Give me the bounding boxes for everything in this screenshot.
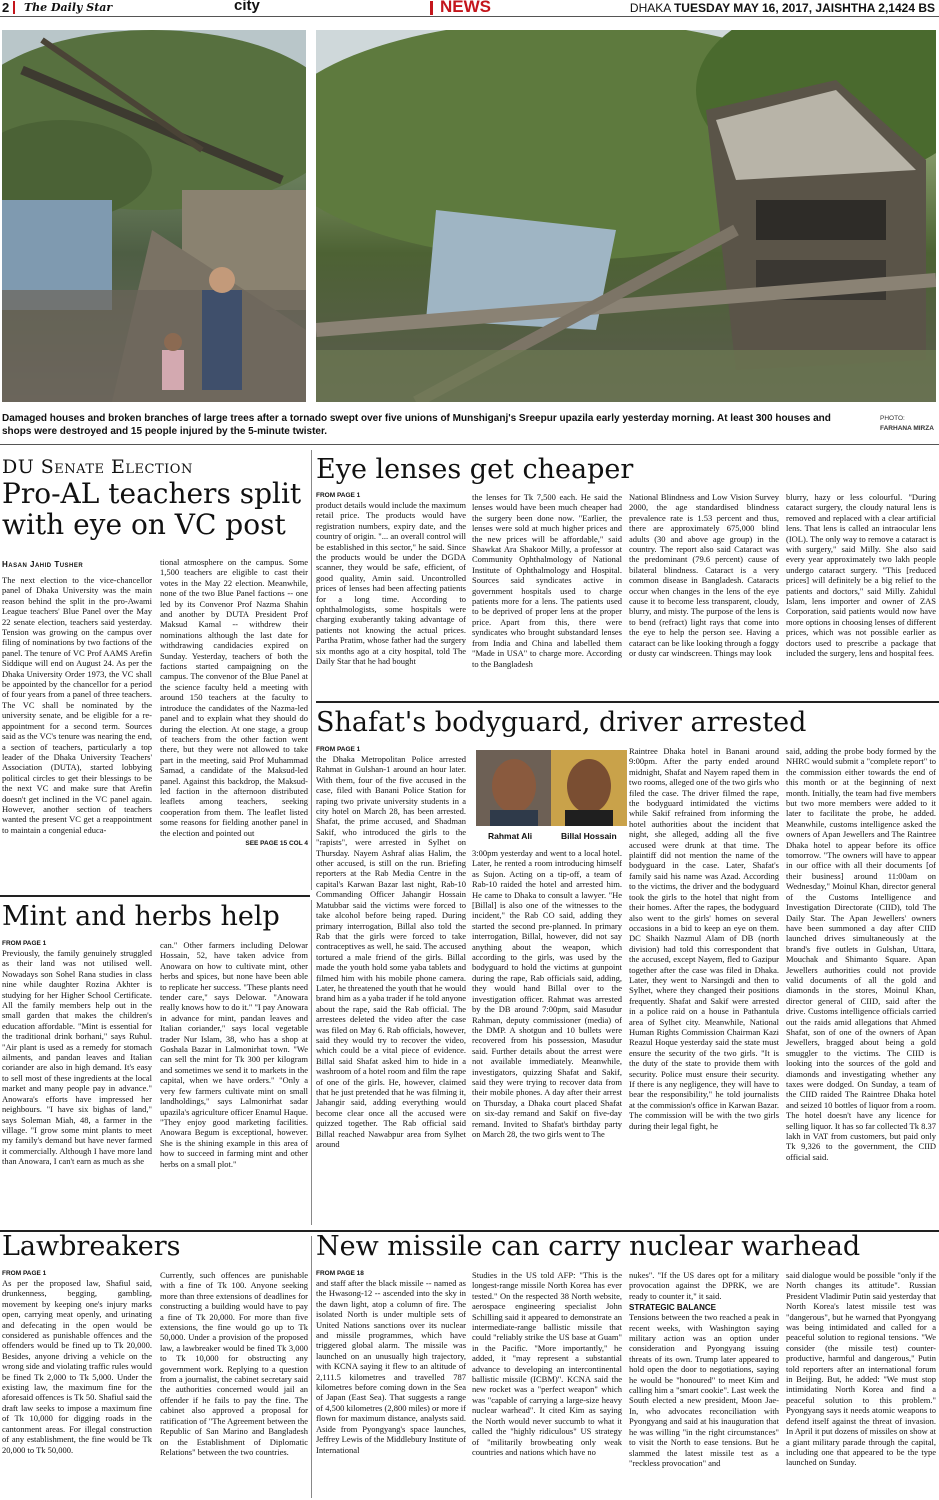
headline: New missile can carry nuclear warhead (316, 1231, 861, 1262)
article-column: 3:00pm yesterday and went to a local hotel. Later, he rented a room introducing himself as Sujon. Acting on a tip-off, a team of Rab-10 raided the hotel and arrested him. He came to Dhaka to consult a lawyer. "He [Billal] is also one of the witnesses to the incident," the Rab CO said, adding they started the second pre-planned. In primary interrogation, Billal, however, did not say anything about the weapon, which according to the girls, was used by the bodyguard to hold the victims at gunpoint during the rape, Rab officials said, adding, they would hand Billal over to the investigation officer. Rahmat was arrested by the DB around 7:00pm, said Masudur Rahman, deputy commissioner (media) of the DMP. A shotgun and 10 bullets were recovered from his possession, Masudur said. Further details about the arrest were not available immediately. Meanwhile, investigators, quizzing Shafat and Sakif, said they were trying to recover data from their mobile phones. A day after their arrest on Thursday, a Dhaka court placed Shafat on six-day remand and Sakif on five-day remand. Invited to Shafat's birthday party on March 28, the two girls went to The (472, 848, 622, 1139)
byline: Hasan Jahid Tusher (2, 560, 84, 569)
article-column: tional atmosphere on the campus. Some 1,500 teachers are eligible to cast their votes in the May 22 election. Meanwhile, none of the two Blue Panel factions -- one led by its Convenor Prof Nazma Shahin and another by DUTA President Prof Maksud Kamal -- withdrew their nominations although the last date for withdrawing candidacies expired on Sunday. Yesterday, teachers of both the factions started campaigning on the campus. The convenor of the Blue Panel at the science faculty held a meeting with around 150 teachers at the faculty to introduce the candidates of the Nazma-led panel and to explain what they should do during the election. At one stage, a group of teachers from the other faction went there, but they were not allowed to take part in the meeting, said Prof Muhammad Samad, a candidate of the Maksud-led panel. Against this backdrop, the Maksud-led faction in the afternoon distributed leaflets among teachers, seeking cooperation from them. The leaflet listed some reasons for fielding another panel in the election and pointed out SEE PAGE 15 COL 4 (160, 557, 308, 847)
issue-date: DHAKA TUESDAY MAY 16, 2017, JAISHTHA 2,1424 BS (629, 1, 935, 15)
article-column: Studies in the US told AFP: "This is the longest-range missile North Korea has ever tested." On the respected 38 North website, aerospace engineering specialist John Schilling said it appeared to demonstrate an intermediate-range ballistic missile that could "reliably strike the US base at Guam" in the Pacific. "More importantly," he added, it "may represent a substantial advance to developing an intercontinental ballistic missile (ICBM)". KCNA said the new rocket was a "perfect weapon" which was "capable of carrying a large-size heavy nuclear warhead". It cited Kim as saying the North would never succumb to what it called the "highly ridiculous" US strategy of "militarily browbeating only weak countries and nations which have no (472, 1270, 622, 1457)
article-column: said, adding the probe body formed by the NHRC would submit a "complete report" to the commission either towards the end of this month or at the beginning of next month. Initially, the team had five members but two more members were added to it later to facilitate the probe, he added. Meanwhile, customs intelligence asked the owners of Apan Jewellers and The Raintree Dhaka hotel to appear before its office tomorrow. "The owners will have to appear in our office with all their documents [of their business] around 11:00am on Wednesday," Moinul Khan, director general of the Customs Intelligence and Investigation Directorate (CIID), told The Daily Star. The Apan Jewellers' owners have been summoned a day after CIID launched drives simultaneously at the brand's five outlets in Gulshan, Uttara, Mouchak and Shimanto Square. Apan Jewellers authorities could not provide valid documents of all the gold and diamonds in the stores, Moinul Khan, director general of CIID, said after the drive. Customs intelligence officials carried out the raids amid allegations that Ahmed Shafat, son of one of the owners of Apan Jewellers, bragged about being a gold smuggler to the victims. The CIID is looking into the sources of the gold and diamonds and investigating whether any taxes were dodged. On Sunday, a team of the CIID raided The Raintree Dhaka hotel and seized 10 bottles of liquor from a room. The hotel doesn't have any licence for selling liquor. It has so far collected Tk 8.37 lakh in VAT from customers, but paid only Tk 9,326 to the government, the CIID official said. (786, 746, 936, 1162)
continued-label: SEE PAGE 15 COL 4 (245, 839, 308, 847)
divider (316, 701, 939, 703)
article-column: blurry, hazy or less colourful. "During cataract surgery, the cloudy natural lens is removed and replaced with a clear artificial lens. That lens is called an intraocular lens (IOL). The only way to remove a cataract is with surgery," said Milly. She also said every year approximately two lakh people undergo cataract surgery. "This [reduced prices] will definitely be a big relief to the patients and doctors," said Milly. Zahidul Islam, lens importer and owner of ZAS Corporation, said patients would now have more options in choosing lenses of different prices, which was not possible earlier as doctors used to prescribe a package that included the surgery, lens and hospital fees. (786, 492, 936, 659)
column-divider (311, 900, 312, 1225)
photo-caption: Damaged houses and broken branches of large trees after a tornado swept over five unions of Munshiganj's Sreepur upazila early yesterday morning. At least 300 houses and shops were destroyed and 15 people injured by the 5-minute twister. (2, 413, 831, 437)
divider (0, 895, 310, 897)
suspect-photo (551, 750, 627, 826)
article-column: FROM PAGE 1 the Dhaka Metropolitan Police arrested Rahmat in Gulshan-1 around an hour later. With them, four of the five accused in the case, filed with Banani Police Station for raping two private university students in a city hotel on March 28, has been arrested. Shafat, the prime accused, and Shadman Sakif, who introduced the girls to the "rapists", were arrested in Sylhet on Thursday. Nayem Ashraf alias Halim, the other accused, is still on the run. Briefing reporters at the Rab Media Centre in the capital's Karwan Bazar last night, Rab-10 Commanding Officer Jahangir Hossain Matubbar said the victims were forced to take alcohol before being raped. During primary interrogation, Billal also told the Rab that the girls were forced to take contraceptives as well, he said. The accused tortured a male friend of the girls. Billal made the youth hold some yaba tablets and filmed him with his mobile phone camera. Later, he threatened the youth that he would brand him as a yaba trader if he told anyone about the rape, said the Rab official. The arrestees deleted the video after the case was filed on May 6. Rab officials, however, said they would try to recover the video, which could be a vital piece of evidence. Billal said Shafat asked him to hide in a washroom of a hotel room and film the rape of one of the girls. He, however, claimed that he just pretended that he was filming it, Jahangir said, adding everything would become clear once all the accused were quizzed together. The Rab official said Billal reached Nawabpur area from Sylhet around (316, 746, 466, 1150)
article-column: Raintree Dhaka hotel in Banani around 9:00pm. After the party ended around midnight, Shafat and Nayem raped them in two rooms, alleged one of the two girls who filed the case. The driver filmed the rape, the bodyguard intimidated the victims while Sakif refrained from informing the hotel authorities about the incident that night, she alleged, adding all the five accused were drunk at that time. The plaintiff did not mention the name of the bodyguard in the case. Later, Shafat's family said his name was Azad. According to the victims, the driver and the bodyguard took the girls to the hotel that night from their homes. After the rapes, the bodyguard also went to the girls' homes on several occasions in a bid to keep an eye on them. DC Shaikh Nazmul Alam of DB (north division) had told this correspondent that the accused, except Nayem, fled to Gazipur together after the case was filed in Dhaka. Later, they went to Narsingdi and then to Sylhet, where they changed their positions frequently. Shafat and Sakif were arrested in a police raid on a house in Pathantula area of Sylhet city. Meanwhile, National Human Rights Commission Chairman Kazi Reazul Hoque yesterday said the state must ensure the security of the two girls. "It is the duty of the state to provide them with security. Police must ensure their security. If there is any negligence, they will have to bear the responsibility," he told journalists at the commission's office in Karwan Bazar. The commission will be with the two girls during their legal fight, he (629, 746, 779, 1131)
suspect-name: Rahmat Ali (488, 831, 533, 841)
article-column: Currently, such offences are punishable with a fine of Tk 100. Anyone seeking more than three extensions of deadlines for constructing a building would have to pay a fine of Tk 20,000. For more than five extensions, the fine would go up to Tk 50,000. Under a provision of the proposed law, a lawbreaker would be fined Tk 3,000 to Tk 10,000 for obstructing any government work. Replying to a question from a journalist, the cabinet secretary said the authorities concerned would jail an offender if he fails to pay the fine. The cabinet also approved a proposal for ratification of "The Agreement between the Republic of San Marino and Bangladesh on the Establishment of Diplomatic Relations" between the two countries. (160, 1270, 308, 1457)
red-divider (430, 1, 433, 15)
article-column: FROM PAGE 1 Previously, the family genuinely struggled as their land was not utilised well. Nowadays son Sohel Rana studies in class nine while daughter Rozina Akhter is studying for her Higher School Certificate. All the family members help out in the small garden that makes the children's education affordable. "Mint is essential for the traditional drink borhani," says Ruhul. "Air plant is used as a remedy for stomach ailments, and pandan leaves and Italian coriander are also in high demand. It's easy to sell most of these ingredients at the local market and many people pay in advance." Anowara's efforts have impressed her neighbours. "I have six bighas of land," says Soleman Miah, 48, a farmer in the village. "I grow some mint plants to meet my family's demand but have never farmed it commercially. Although I have more land than Anowara, I can't earn as much as she (2, 940, 152, 1167)
column-divider (311, 450, 312, 890)
newspaper-logo: The Daily Star (24, 1, 113, 14)
headline: Pro-AL teachers split with eye on VC post (2, 477, 302, 542)
category-name: NEWS (440, 0, 491, 16)
subheading: STRATEGIC BALANCE (629, 1303, 716, 1313)
article-column: National Blindness and Low Vision Survey 2000, the age standardised blindness prevalence rate is 1.53 percent and thus, there are approximately 675,000 blind adults (30 and above age group) in the country. The report also said Cataract was the predominant (79.6 percent) cause of bilateral blindness. Cataract is a very common disease in Bangladesh. Cataracts occur when changes in the lens of the eye cause it to become less transparent, cloudy, blurry, and misty. The purpose of the lens is to bend (refract) light rays that come into the eye to help the person see. Having a cataract can be like looking through a foggy or dusty car windscreen. Things may look (629, 492, 779, 659)
divider (0, 444, 939, 445)
article-column: FROM PAGE 18 and staff after the black missile -- named as the Hwasong-12 -- ascended into the sky in the dawn light, atop a column of fire. The isolated North is under multiple sets of United Nations sanctions over its nuclear and missile programmes, which have triggered global alarm. The missile was launched on an unusually high trajectory, with KCNA saying it flew to an altitude of 2,111.5 kilometres and travelled 787 kilometres before coming down in the Sea of Japan (East Sea). That suggests a range of 4,500 kilometres (2,800 miles) or more if flown for maximum distance, analysts said. Aside from Pyongyang's space launches, Jeffrey Lewis of the Middlebury Institute of International (316, 1270, 466, 1455)
article-column: said dialogue would be possible "only if the North changes its attitude". Russian President Vladimir Putin said yesterday that North Korea's latest missile test was "dangerous", but he warned that Pyongyang was being intimidated and called for a peaceful solution to regional tensions. "We consider (the missile test) counter-productive, harmful and dangerous," Putin told reporters after an international forum in Beijing. But, he added: "We must stop intimidating North Korea and find a peaceful solution to this problem." Pyongyang says it needs atomic weapons to defend itself against the threat of invasion. In April it put dozens of missiles on show at a giant military parade through the capital, including one that appeared to be the type launched on Sunday. (786, 1270, 936, 1468)
headline: Shafat's bodyguard, driver arrested (316, 707, 807, 738)
article-column: FROM PAGE 1 As per the proposed law, Shafiul said, drunkenness, begging, gambling, movement by keeping one's injury marks open, carrying meat openly, and urinating and defecating in the open would be considered as punishable offences and the offenders would be fined up to Tk 20,000. Besides, anyone driving a vehicle on the wrong side and violating traffic rules would be fined Tk 2,000 to Tk 5,000. Under the existing law, the maximum fine for the aforesaid offences is Tk 50. Shafiul said the draft law seeks to impose a maximum fine of Tk 10,000 for digging roads in the cantonment areas. For illegal construction of any establishment, the fine would be Tk 20,000 to Tk 50,000. (2, 1270, 152, 1455)
section-name: city (234, 0, 260, 14)
article-kicker: DU Senate Election (2, 456, 193, 478)
photo-credit: PHOTO: FARHANA MIRZA (880, 415, 934, 432)
headline: Eye lenses get cheaper (316, 454, 634, 485)
column-divider (311, 1236, 312, 1498)
article-column: nukes". "If the US dares opt for a military provocation against the DPRK, we are ready to counter it," it said. STRATEGIC BALANCE Tensions between the two reached a peak in recent weeks, with Washington saying military action was an option under consideration and Pyongyang issuing threats of its own. Trump later appeared to hold open the door to negotiations, saying he would be "honoured" to meet Kim and calling him a "smart cookie". Last week the South elected a new president, Moon Jae-In, who advocates reconciliation with Pyongyang and said at his inauguration that he was willing "in the right circumstances" to visit the North to ease tensions. But he slammed the latest missile test as a "reckless provocation" and (629, 1270, 779, 1468)
headline: Mint and herbs help (2, 901, 280, 932)
red-divider (13, 1, 15, 14)
article-column: FROM PAGE 1 product details would include the maximum retail price. The products would have registration numbers, expiry date, and the country of origin. "... an overall control will be established in this sector," he said. Since the products would be under the DGDA scanner, they would be safe, efficient, of good quality, Amin said. Uncontrolled prices of lenses had been affecting patients for a long time. According to ophthalmologists, some hospitals were charging exuberantly taking advantage of patients not knowing the actual prices. Partha Pratim, whose father had the surgery six months ago at a city hospital, told The Daily Star that he had bought (316, 492, 466, 667)
article-column: the lenses for Tk 7,500 each. He said the lenses would have been much cheaper had the surgery been done now. "Earlier, the lenses were sold at much higher prices and the new prices will be affordable," said Shawkat Ara Shakoor Milly, a professor at Community Ophthalmology of National Institute of Ophthalmology and Hospital. Sources said syndicates active in government hospitals used to charge patients more for a lens. The patients used to be deprived of proper lens at the proper price. Apart from this, there were syndicates who brought substandard lenses from India and China and labelled them "Made in USA" to charge more. According to the Bangladesh (472, 492, 622, 669)
suspect-name: Billal Hossain (561, 831, 617, 841)
page-number: 2 (2, 0, 10, 15)
article-column: can." Other farmers including Delowar Hossain, 52, have taken advice from Anowara on how to cultivate mint, other herbs and spices, but none have been able to replicate her success. "These plants need tender care," says Delowar. "Anowara really knows how to do it." "I pay Anowara in advance for mint, pandan leaves and Italian coriander," says local vegetable trader Nur Islam, 38, who has a shop at Goshala Bazar in Lalmonirhat town. "We can sell the mint for Tk 300 per kilogram and sometimes we send it to markets in the capital, when we have orders." "Only a very few farmers cultivate mint on small landholdings," says Lalmonirhat sadar upazila's agriculture officer Enamul Haque. "They enjoy good marketing facilities. Anowara Begum is exceptional, however. She is the shining example in this area of how to succeed in farming mint and other herbs on a small plot." (160, 940, 308, 1169)
article-column: The next election to the vice-chancellor panel of Dhaka University was the main reason behind the split in the pro-Awami League teachers' Blue Panel over the May 22 senate election, teachers said yesterday. Tension was growing on the campus over filing of nominations by two factions of the panel. The tenure of VC Prof AAMS Arefin Siddique will end on August 24. As per the Dhaka University Order 1973, the VC shall be appointed by the chancellor for a period of four years from a panel of three teachers. The VC shall be nominated by the university senate, and be eligible for a re-appointment for a second term. Sources said as the VC's tenure was nearing the end, a section of teachers, particularly a top leader of the Dhaka University Teachers' Association (DUTA), started lobbying political circles to get their blessings to be the next VC and make sure that Arefin doesn't get inclined in the VC panel again. However, another section of teachers wanted the present VC get a reappointment to maintain a congenial educa- (2, 575, 152, 835)
suspect-photo (476, 750, 552, 826)
page-header (0, 0, 939, 17)
tornado-photo-left (2, 30, 306, 402)
tornado-photo-right (316, 30, 936, 402)
headline: Lawbreakers (2, 1231, 181, 1262)
